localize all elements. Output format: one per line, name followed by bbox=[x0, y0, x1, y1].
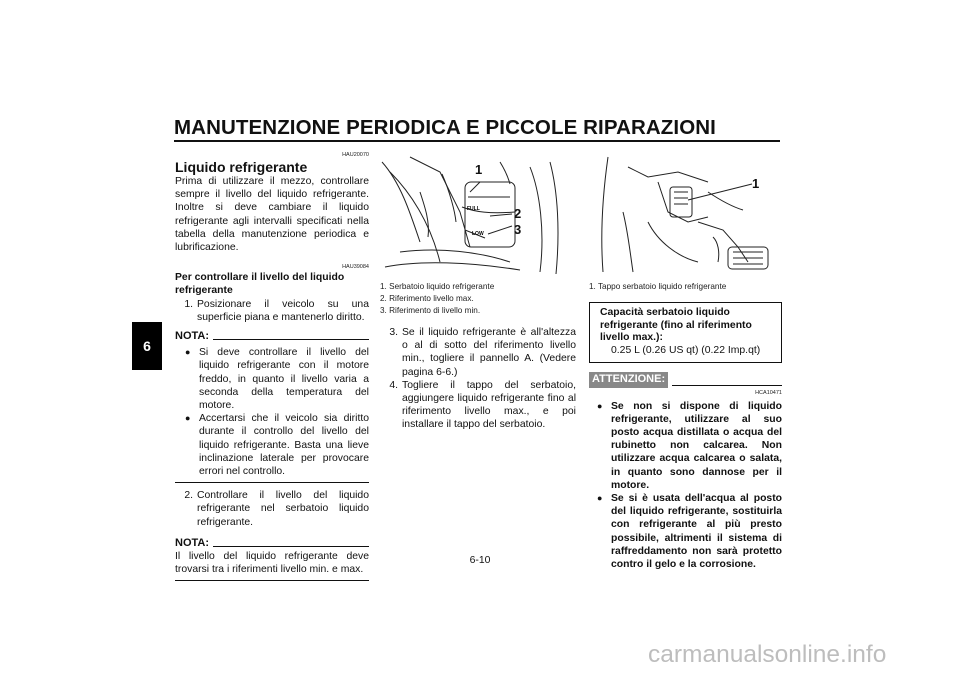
reference-code: HCA10471 bbox=[755, 389, 782, 396]
note-rule bbox=[213, 546, 369, 547]
caution-label: ATTENZIONE: bbox=[589, 372, 668, 387]
caution-text: Se non si dispone di liquido refrigerante, utilizzare al suo posto acqua distillata o acqua del rubinetto non calcarea. Non utilizzare acqua calcarea o salata, in quanto sono dannose per il motore. bbox=[611, 400, 782, 491]
watermark: carmanualsonline.info bbox=[648, 641, 887, 668]
caution-rule bbox=[672, 385, 782, 386]
reference-code: HAU20070 bbox=[342, 152, 369, 158]
note-label: NOTA: bbox=[175, 330, 210, 343]
note-bullet bbox=[185, 346, 369, 412]
step-number: 3. bbox=[389, 327, 398, 338]
note-label: NOTA: bbox=[175, 536, 210, 549]
legend-item: 3. Riferimento di livello min. bbox=[380, 306, 481, 315]
header-rule bbox=[174, 140, 780, 142]
page-number: 6-10 bbox=[469, 555, 491, 566]
bullet-text: Si deve controllare il livello del liquido refrigerante con il motore freddo, in quanto il livello varia a seconda della temperatura del motore. bbox=[199, 347, 369, 412]
cap-drawing bbox=[588, 152, 784, 277]
right-column bbox=[589, 281, 782, 571]
caution-bullet bbox=[597, 492, 782, 571]
step-text: Se il liquido refrigerante è all'altezza o al di sotto del riferimento livello min., togliere il pannello A. (Vedere pagina 6-6.) bbox=[402, 327, 576, 378]
reservoir-cap-illustration bbox=[588, 152, 784, 277]
coolant-reservoir-illustration bbox=[380, 152, 580, 277]
low-level-mark: LOW bbox=[472, 231, 484, 237]
capacity-value: 0.25 L (0.26 US qt) (0.22 Imp.qt) bbox=[611, 344, 761, 356]
full-level-mark: FULL bbox=[467, 206, 480, 212]
caution-text: Se si è usata dell'acqua al posto del liquido refrigerante, sostituirla con refrigerante al più presto possibile, altrimenti il sistema di raffreddamento non sarà protetto contro il gelo e la corrosione. bbox=[611, 493, 782, 571]
legend-item: 2. Riferimento livello max. bbox=[380, 294, 474, 303]
step-number: 2. bbox=[184, 490, 193, 502]
figure-legend: 1. Tappo serbatoio liquido refrigerante bbox=[589, 282, 727, 291]
capacity-title: Capacità serbatoio liquido refrigerante (fino al riferimento livello max.): bbox=[600, 307, 752, 344]
caution-bullet bbox=[597, 400, 782, 492]
callout-1: 1 bbox=[752, 176, 760, 191]
section-title: Liquido refrigerante bbox=[175, 159, 308, 175]
intro-paragraph: Prima di utilizzare il mezzo, controllare sempre il livello del liquido refrigerante. Inoltre si deve cambiare il liquido refrigerante agli intervalli specificati nella tabella della manutenzione periodica e lubrificazione. bbox=[175, 176, 369, 254]
reference-code: HAU39084 bbox=[342, 264, 369, 271]
note-bullet bbox=[185, 412, 369, 478]
step-number: 1. bbox=[184, 298, 193, 310]
step-item bbox=[175, 489, 369, 529]
bullet-icon: ● bbox=[597, 400, 603, 411]
note-header bbox=[175, 537, 369, 550]
step-item bbox=[175, 298, 369, 324]
step-item bbox=[380, 326, 576, 379]
legend-item: 1. Serbatoio liquido refrigerante bbox=[380, 282, 495, 291]
bullet-icon: ● bbox=[185, 413, 191, 424]
note-rule bbox=[213, 339, 369, 340]
callout-1: 1 bbox=[475, 162, 483, 177]
note-end-rule bbox=[175, 482, 369, 483]
step-item bbox=[380, 379, 576, 432]
note-header bbox=[175, 330, 369, 343]
step-text: Posizionare il veicolo su una superficie piana e mantenerlo diritto. bbox=[197, 298, 369, 323]
capacity-box bbox=[589, 302, 782, 363]
step-number: 4. bbox=[389, 379, 398, 391]
bullet-icon: ● bbox=[185, 347, 191, 358]
bullet-text: Accertarsi che il veicolo sia diritto durante il controllo del livello del liquido refrigerante. Basta una lieve inclinazione laterale per provocare errori nel controllo. bbox=[199, 413, 369, 478]
middle-column bbox=[380, 281, 576, 432]
callout-3: 3 bbox=[514, 222, 522, 237]
step-text: Controllare il livello del liquido refrigerante nel serbatoio liquido refrigerante. bbox=[197, 490, 369, 528]
figure-legend bbox=[380, 281, 576, 317]
callout-2: 2 bbox=[514, 206, 522, 221]
left-column bbox=[175, 152, 369, 581]
bullet-icon: ● bbox=[597, 493, 603, 503]
caution-header bbox=[589, 372, 782, 387]
step-text: Togliere il tappo del serbatoio, aggiungere liquido refrigerante fino al riferimento livello max., e poi installare il tappo del serbatoio. bbox=[402, 379, 576, 431]
note-text: Il livello del liquido refrigerante deve trovarsi tra i riferimenti livello min. e max. bbox=[175, 551, 369, 576]
subsection-title: Per controllare il livello del liquido refrigerante bbox=[175, 272, 345, 297]
note-end-rule bbox=[175, 580, 369, 581]
chapter-tab: 6 bbox=[132, 322, 162, 370]
page-header-title: MANUTENZIONE PERIODICA E PICCOLE RIPARAZIONI bbox=[174, 116, 716, 139]
